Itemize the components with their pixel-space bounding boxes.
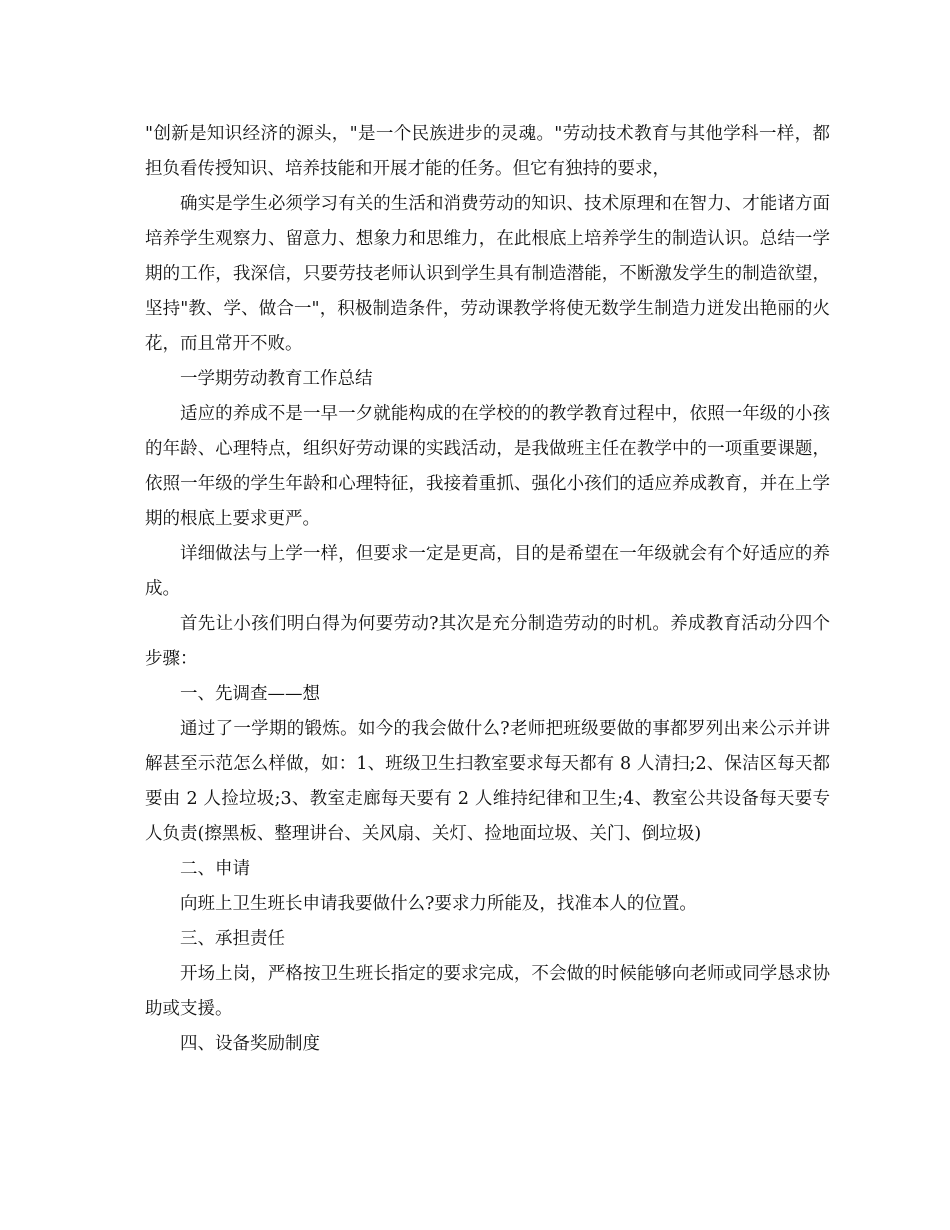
paragraph-method: 详细做法与上学一样，但要求一定是更高，目的是希望在一年级就会有个好适应的养成。	[145, 544, 830, 599]
section-heading-summary: 一学期劳动教育工作总结	[180, 369, 373, 389]
step-heading-survey: 一、先调查——想	[180, 684, 320, 704]
step-heading-reward-system: 四、设备奖励制度	[180, 1034, 320, 1054]
paragraph-apply-details: 向班上卫生班长申请我要做什么?要求力所能及，找准本人的位置。	[180, 894, 697, 914]
document-body	[145, 117, 830, 1062]
paragraph-requirements: 确实是学生必须学习有关的生活和消费劳动的知识、技术原理和在智力、才能诸方面培养学生观察力、留意力、想象力和思维力，在此根底上培养学生的制造认识。总结一学期的工作，我深信，只要劳技老师认识到学生具有制造潜能，不断激发学生的制造欲望，坚持"教、学、做合一"，积极制造条件，劳动课教学将使无数学生制造力迸发出艳丽的火花，而且常开不败。	[145, 194, 830, 354]
paragraph-intro-quote: "创新是知识经济的源头，"是一个民族进步的灵魂。"劳动技术教育与其他学科一样，都担负看传授知识、培养技能和开展才能的任务。但它有独持的要求，	[145, 124, 830, 179]
step-heading-responsibility: 三、承担责任	[180, 929, 285, 949]
paragraph-responsibility-details: 开场上岗，严格按卫生班长指定的要求完成，不会做的时候能够向老师或同学恳求协助或支援。	[145, 964, 830, 1019]
paragraph-steps-intro: 首先让小孩们明白得为何要劳动?其次是充分制造劳动的时机。养成教育活动分四个步骤：	[145, 614, 830, 669]
paragraph-survey-details: 通过了一学期的锻炼。如今的我会做什么?老师把班级要做的事都罗列出来公示并讲解甚至示范怎么样做，如：1、班级卫生扫教室要求每天都有 8 人清扫;2、保洁区每天都要由 2 人捡垃圾;3、教室走廊每天要有 2 人维持纪律和卫生;4、教室公共设备每天要专人负责(擦黑板、整理讲台、关风扇、关灯、捡地面垃圾、关门、倒垃圾)	[145, 719, 830, 844]
paragraph-habit-formation: 适应的养成不是一早一夕就能构成的在学校的的教学教育过程中，依照一年级的小孩的年龄、心理特点，组织好劳动课的实践活动，是我做班主任在教学中的一项重要课题，依照一年级的学生年龄和心理特征，我接着重抓、强化小孩们的适应养成教育，并在上学期的根底上要求更严。	[145, 404, 830, 529]
step-heading-apply: 二、申请	[180, 859, 250, 879]
